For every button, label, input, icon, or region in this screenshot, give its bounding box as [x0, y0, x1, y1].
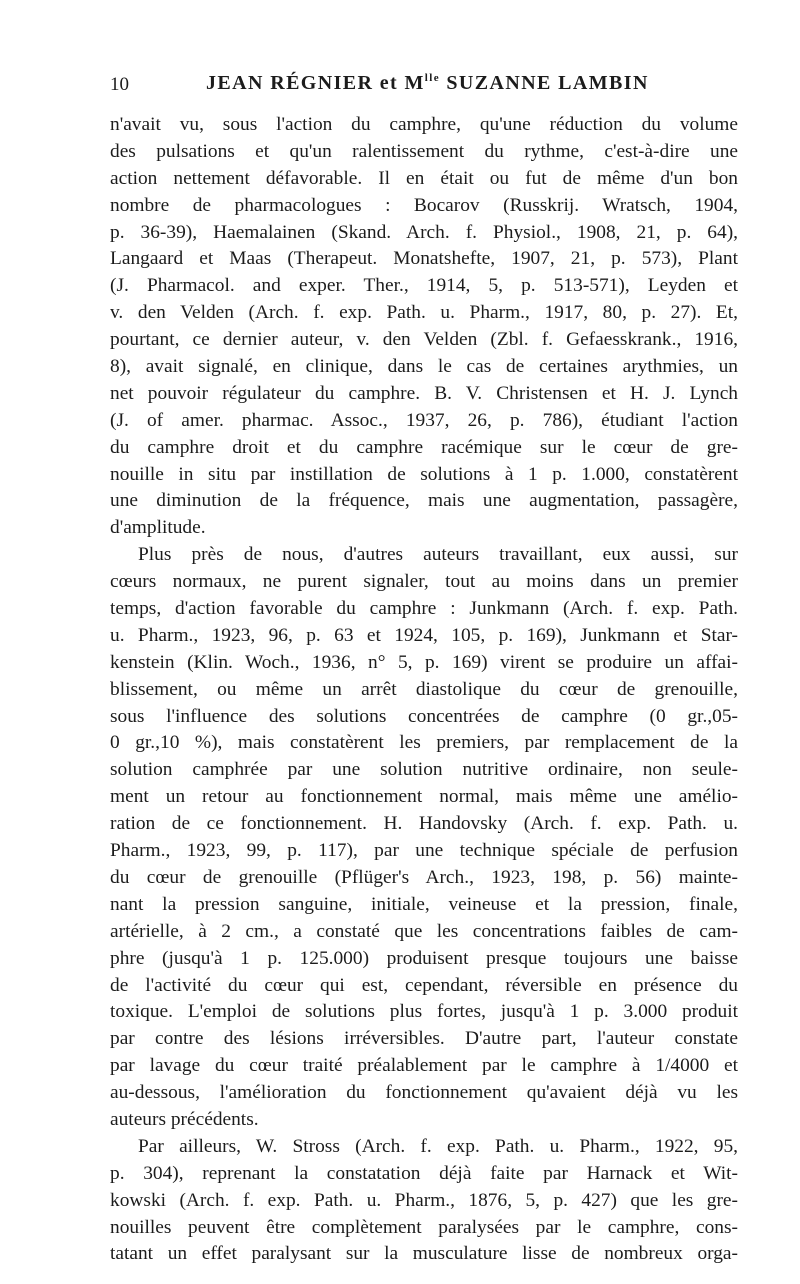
- text-line: n'avait vu, sous l'action du camphre, qu'une réduction du volume: [110, 114, 738, 135]
- text-line: au-dessous, l'amélioration du fonctionnement qu'avaient déjà vu les: [110, 1082, 738, 1104]
- running-title-end: SUZANNE LAMBIN: [440, 72, 649, 94]
- text-line: p. 36-39), Haemalainen (Skand. Arch. f. Physiol., 1908, 21, p. 64),: [110, 221, 738, 243]
- running-title-main: JEAN RÉGNIER et M: [206, 72, 425, 94]
- text-line: d'amplitude.: [110, 517, 206, 539]
- text-line: Par ailleurs, W. Stross (Arch. f. exp. Path. u. Pharm., 1922, 95,: [138, 1135, 738, 1157]
- text-line: nouille in situ par instillation de solutions à 1 p. 1.000, constatèrent: [110, 463, 738, 485]
- running-title: [206, 72, 649, 95]
- text-line: des pulsations et qu'un ralentissement du rythme, c'est-à-dire une: [110, 140, 738, 162]
- text-line: kowski (Arch. f. exp. Path. u. Pharm., 1876, 5, p. 427) que les gre-: [110, 1189, 738, 1211]
- body-text: [110, 112, 738, 1268]
- text-line: pourtant, ce dernier auteur, v. den Velden (Zbl. f. Gefaesskrank., 1916,: [110, 329, 738, 351]
- text-line: par lavage du cœur traité préalablement par le camphre à 1/4000 et: [110, 1055, 738, 1077]
- paragraph: [110, 542, 738, 1134]
- text-line: u. Pharm., 1923, 96, p. 63 et 1924, 105, p. 169), Junkmann et Star-: [110, 624, 738, 646]
- paragraph: [110, 1134, 738, 1268]
- text-line: p. 304), reprenant la constatation déjà faite par Harnack et Wit-: [110, 1162, 738, 1184]
- text-line: Langaard et Maas (Therapeut. Monatshefte, 1907, 21, p. 573), Plant: [110, 248, 738, 270]
- text-line: 8), avait signalé, en clinique, dans le cas de certaines arythmies, un: [110, 356, 738, 378]
- text-line: de l'activité du cœur qui est, cependant, réversible en présence du: [110, 974, 738, 996]
- text-line: action nettement défavorable. Il en était ou fut de même d'un bon: [110, 167, 738, 189]
- text-line: solution camphrée par une solution nutritive ordinaire, non seule-: [110, 759, 738, 781]
- text-line: par contre des lésions irréversibles. D'autre part, l'auteur constate: [110, 1028, 738, 1050]
- text-line: artérielle, à 2 cm., a constaté que les concentrations faibles de cam-: [110, 920, 738, 942]
- text-line: phre (jusqu'à 1 p. 125.000) produisent presque toujours une baisse: [110, 947, 738, 969]
- text-line: du cœur de grenouille (Pflüger's Arch., 1923, 198, p. 56) mainte-: [110, 866, 738, 888]
- text-line: blissement, ou même un arrêt diastolique du cœur de grenouille,: [110, 678, 738, 700]
- paragraph: [110, 112, 738, 542]
- text-line: toxique. L'emploi de solutions plus fortes, jusqu'à 1 p. 3.000 produit: [110, 1001, 738, 1023]
- text-line: temps, d'action favorable du camphre : Junkmann (Arch. f. exp. Path.: [110, 598, 738, 620]
- text-line: cœurs normaux, ne purent signaler, tout au moins dans un premier: [110, 571, 738, 593]
- text-line: (J. of amer. pharmac. Assoc., 1937, 26, p. 786), étudiant l'action: [110, 409, 738, 431]
- text-line: ration de ce fonctionnement. H. Handovsky (Arch. f. exp. Path. u.: [110, 813, 738, 835]
- text-line: tatant un effet paralysant sur la musculature lisse de nombreux orga-: [110, 1243, 738, 1265]
- text-line: auteurs précédents.: [110, 1108, 259, 1130]
- text-line: kenstein (Klin. Woch., 1936, n° 5, p. 169) virent se produire un affai-: [110, 651, 738, 673]
- text-line: nant la pression sanguine, initiale, veineuse et la pression, finale,: [110, 893, 738, 915]
- text-line: du camphre droit et du camphre racémique sur le cœur de gre-: [110, 436, 738, 458]
- text-line: (J. Pharmacol. and exper. Ther., 1914, 5, p. 513-571), Leyden et: [110, 275, 738, 297]
- text-line: 0 gr.,10 %), mais constatèrent les premiers, par remplacement de la: [110, 732, 738, 754]
- text-line: nombre de pharmacologues : Bocarov (Russkrij. Wratsch, 1904,: [110, 194, 738, 216]
- text-line: sous l'influence des solutions concentrées de camphre (0 gr.,05-: [110, 705, 738, 727]
- text-line: ment un retour au fonctionnement normal, mais même une amélio-: [110, 786, 738, 808]
- text-line: une diminution de la fréquence, mais une augmentation, passagère,: [110, 490, 738, 512]
- text-line: v. den Velden (Arch. f. exp. Path. u. Pharm., 1917, 80, p. 27). Et,: [110, 302, 738, 324]
- page-number: 10: [110, 74, 129, 95]
- text-line: Plus près de nous, d'autres auteurs travaillant, eux aussi, sur: [138, 544, 738, 566]
- text-line: net pouvoir régulateur du camphre. B. V. Christensen et H. J. Lynch: [110, 382, 738, 404]
- running-header: [110, 72, 738, 106]
- text-line: nouilles peuvent être complètement paralysées par le camphre, cons-: [110, 1216, 738, 1238]
- running-title-superscript: lle: [424, 72, 440, 84]
- text-line: Pharm., 1923, 99, p. 117), par une technique spéciale de perfusion: [110, 840, 738, 862]
